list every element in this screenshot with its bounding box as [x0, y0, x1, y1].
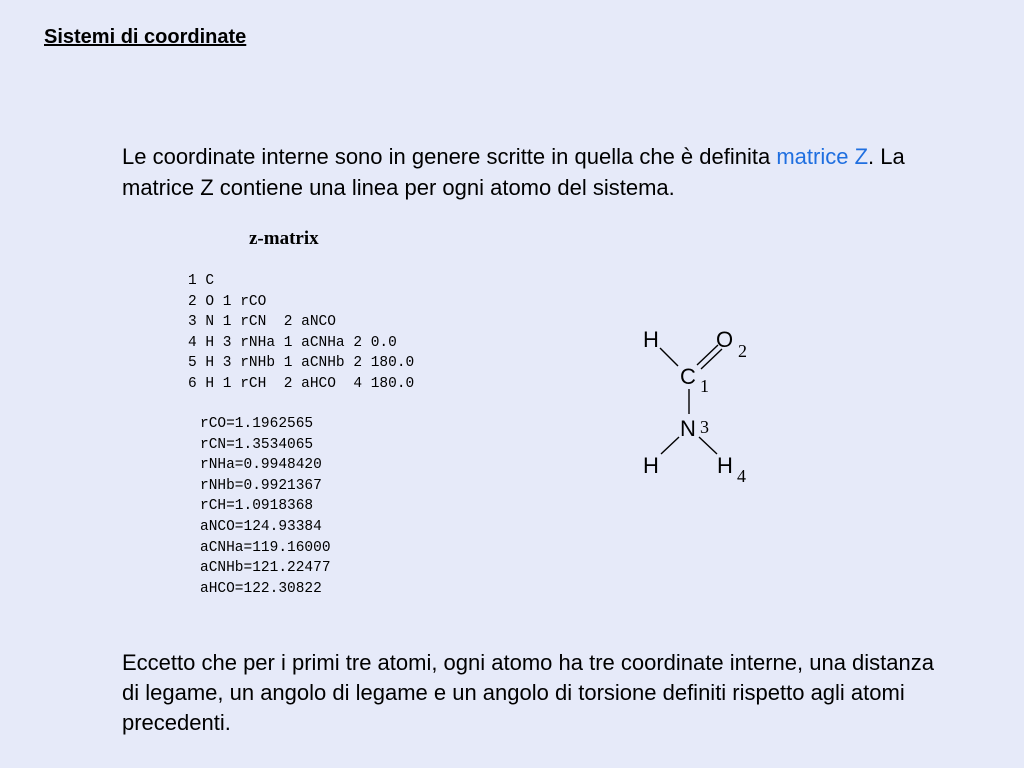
- intro-text-after: . La matrice Z contiene una linea per ogni atomo del sistema.: [122, 144, 905, 200]
- zmatrix-parameters: [200, 414, 331, 599]
- zmatrix-parameter: rCN=1.3534065: [200, 436, 314, 453]
- atom-o: O: [716, 327, 734, 352]
- zmatrix-heading: z-matrix: [249, 228, 319, 249]
- zmatrix-parameter: aNCO=124.93384: [200, 518, 322, 535]
- zmatrix-line: 3 N 1 rCN 2 aNCO: [188, 314, 336, 331]
- atom-c: C: [680, 364, 696, 389]
- atom-c-index: 1: [700, 376, 709, 396]
- zmatrix-line: 6 H 1 rCH 2 aHCO 4 180.0: [188, 375, 415, 392]
- atom-n-index: 3: [700, 417, 709, 437]
- atom-h-left: H: [643, 453, 659, 478]
- zmatrix-parameter: aCNHa=119.16000: [200, 539, 331, 556]
- zmatrix-parameter: rCH=1.0918368: [200, 498, 314, 515]
- zmatrix-line: 4 H 3 rNHa 1 aCNHa 2 0.0: [188, 334, 397, 351]
- zmatrix-parameter: rCO=1.1962565: [200, 416, 314, 432]
- intro-text-before: Le coordinate interne sono in genere scritte in quella che è definita: [122, 144, 777, 169]
- zmatrix-line: 5 H 3 rNHb 1 aCNHb 2 180.0: [188, 355, 415, 372]
- zmatrix-line: 1 C: [188, 273, 215, 289]
- zmatrix-line: 2 O 1 rCO: [188, 293, 267, 310]
- zmatrix-parameter: rNHa=0.9948420: [200, 457, 322, 474]
- atom-h-right-index: 4: [737, 466, 746, 486]
- zmatrix-parameter: aCNHb=121.22477: [200, 560, 331, 577]
- zmatrix-parameter: aHCO=122.30822: [200, 580, 322, 597]
- slide-title: Sistemi di coordinate: [44, 26, 247, 48]
- zmatrix-parameter: rNHb=0.9921367: [200, 477, 322, 494]
- atom-o-index: 2: [738, 341, 747, 361]
- formamide-structure: [620, 310, 780, 490]
- intro-paragraph: [122, 141, 942, 203]
- atom-h-right: H: [717, 453, 733, 478]
- bond-c-h: [660, 348, 678, 366]
- atom-h-top: H: [643, 327, 659, 352]
- conclusion-paragraph: Eccetto che per i primi tre atomi, ogni atomo ha tre coordinate interne, una distanza di legame, un angolo di legame e un angolo di torsione definiti rispetto agli atomi precedenti.: [122, 650, 934, 735]
- molecule-drawing: [620, 310, 780, 490]
- intro-highlight-term: matrice Z: [776, 144, 869, 169]
- bond-n-h-left: [661, 437, 679, 454]
- bond-n-h-right: [699, 437, 717, 454]
- atom-n: N: [680, 416, 696, 441]
- zmatrix-lines: [188, 271, 414, 395]
